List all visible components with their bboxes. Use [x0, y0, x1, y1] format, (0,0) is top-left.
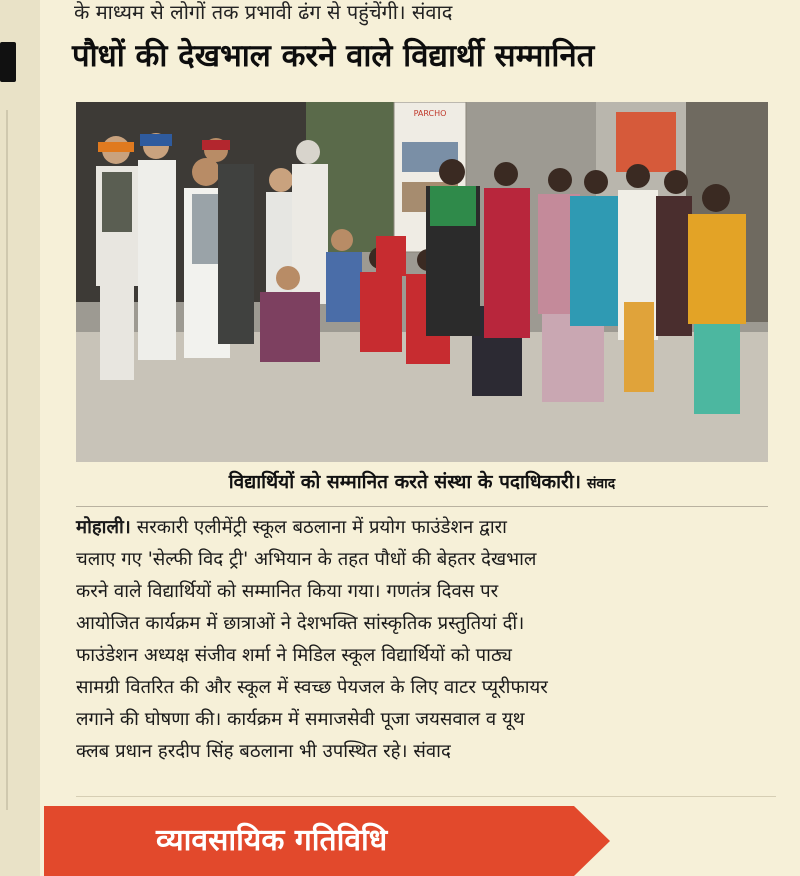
body-line: फाउंडेशन अध्यक्ष संजीव शर्मा ने मिडिल स्कूल विद्यार्थियों को पाठ्य	[76, 645, 512, 666]
adjacent-column-edge	[0, 0, 40, 876]
photo-caption	[76, 468, 768, 494]
sign-text: PARCHO	[413, 109, 447, 118]
section-banner	[44, 806, 614, 876]
body-line: लगाने की घोषणा की। कार्यक्रम में समाजसेवी पूजा जयसवाल व यूथ	[76, 709, 525, 730]
body-line	[76, 512, 766, 544]
body-line-text: सरकारी एलीमेंट्री स्कूल बठलाना में प्रयोग फाउंडेशन द्वारा	[136, 517, 507, 538]
article-photo	[76, 102, 768, 462]
caption-text: विद्यार्थियों को सम्मानित करते संस्था के पदाधिकारी।	[228, 471, 581, 493]
body-line: करने वाले विद्यार्थियों को सम्मानित किया गया। गणतंत्र दिवस पर	[76, 581, 499, 602]
body-line: चलाए गए 'सेल्फी विद ट्री' अभियान के तहत पौधों की बेहतर देखभाल	[76, 549, 537, 570]
dateline: मोहाली।	[76, 517, 131, 538]
body-line: क्लब प्रधान हरदीप सिंह बठलाना भी उपस्थित रहे। संवाद	[76, 741, 451, 762]
group-photo-illustration	[76, 102, 768, 462]
article-headline: पौधों की देखभाल करने वाले विद्यार्थी सम्मानित	[72, 38, 595, 74]
section-rule	[76, 796, 776, 797]
column-rule	[6, 110, 8, 810]
section-label: व्यावसायिक गतिविधि	[156, 823, 388, 858]
caption-credit: संवाद	[586, 476, 616, 492]
news-article	[44, 0, 784, 876]
previous-article-tail: के माध्यम से लोगों तक प्रभावी ढंग से पहुंचेंगी। संवाद	[74, 0, 453, 24]
caption-divider	[76, 506, 768, 507]
body-line: आयोजित कार्यक्रम में छात्राओं ने देशभक्ति सांस्कृतिक प्रस्तुतियां दीं।	[76, 613, 525, 634]
article-body	[76, 512, 766, 768]
body-line: सामग्री वितरित की और स्कूल में स्वच्छ पेयजल के लिए वाटर प्यूरीफायर	[76, 677, 548, 698]
adjacent-headline-fragment	[0, 42, 16, 82]
